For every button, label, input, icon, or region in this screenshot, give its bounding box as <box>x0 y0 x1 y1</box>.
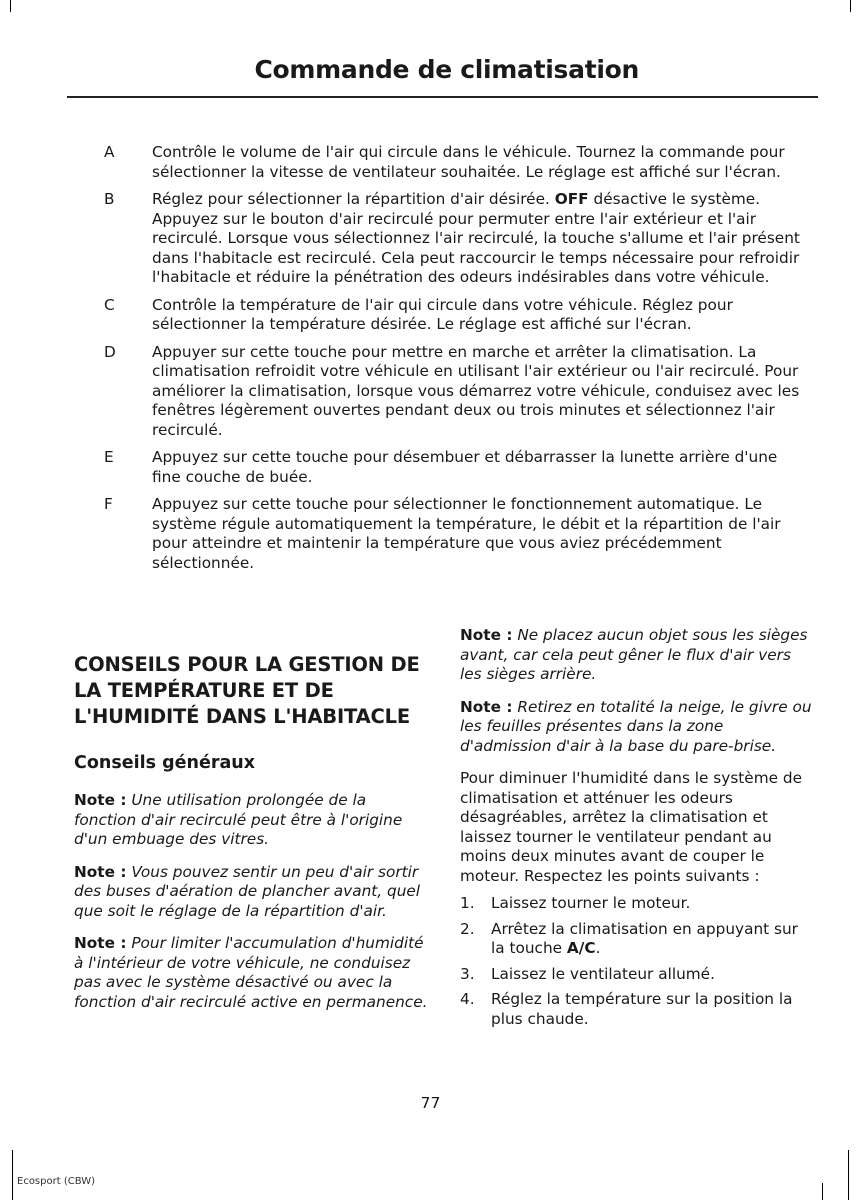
page-number: 77 <box>420 1094 441 1112</box>
list-text-part: . <box>595 939 601 957</box>
note-label: Note : <box>460 626 513 644</box>
legend-text-part: Réglez pour sélectionner la répartition d'air désirée. <box>152 190 555 208</box>
note-text: Vous pouvez sentir un peu d'air sortir des buses d'aération de plancher avant, quel que soit le réglage de la répartition d'air. <box>74 862 421 920</box>
legend-item-e <box>104 448 810 487</box>
note-label: Note : <box>74 862 127 881</box>
crop-mark-right-bottom-2 <box>822 1183 823 1200</box>
legend-letter: F <box>104 495 113 513</box>
subheading: Conseils généraux <box>74 753 256 773</box>
footer-model: Ecosport (CBW) <box>17 1176 95 1187</box>
list-number: 2. <box>460 919 475 938</box>
legend-text: Contrôle la température de l'air qui circule dans votre véhicule. Réglez pour sélectionner la température désirée. Le réglage est affiché sur l'écran. <box>152 295 733 333</box>
crop-mark-right-bottom <box>848 1150 849 1200</box>
note-label: Note : <box>74 934 127 952</box>
note-text: Pour limiter l'accumulation d'humidité à l'intérieur de votre véhicule, ne conduisez pas avec le système désactivé ou avec la fonction d'air recirculé active en permanence. <box>74 934 428 1011</box>
note <box>460 698 816 757</box>
legend-text: Appuyez sur cette touche pour sélectionner le fonctionnement automatique. Le système régule automatiquement la température, le débit et la répartition de l'air pour atteindre et maintenir la température que vous aviez précédemment sélectionnée. <box>152 495 781 572</box>
list-text: Réglez la température sur la position la plus chaude. <box>491 990 793 1028</box>
note <box>74 863 428 922</box>
legend-text: Appuyez sur cette touche pour désembuer et débarrasser la lunette arrière d'une fine couche de buée. <box>152 448 778 486</box>
list-item <box>460 920 816 959</box>
list-text-part: Arrêtez la climatisation en appuyant sur la touche <box>491 919 798 957</box>
crop-mark-top-left <box>10 0 11 12</box>
list-number: 1. <box>460 894 475 912</box>
off-keyword: OFF <box>554 190 589 208</box>
legend-letter: E <box>104 448 114 466</box>
list-item <box>460 965 816 985</box>
legend-text <box>152 190 810 288</box>
left-column <box>74 652 428 1025</box>
legend-letter: C <box>104 295 115 314</box>
note-text: Ne placez aucun objet sous les sièges avant, car cela peut gêner le flux d'air vers les sièges arrière. <box>460 626 808 683</box>
legend-item-d <box>104 343 810 441</box>
right-column <box>460 626 816 1035</box>
paragraph: Pour diminuer l'humidité dans le système de climatisation et atténuer les odeurs désagréables, arrêtez la climatisation et laissez tourner le ventilateur pendant au moins deux minutes avant de couper le moteur. Respectez les points suivants : <box>460 769 803 885</box>
legend-letter: B <box>104 190 115 208</box>
note <box>460 626 816 685</box>
note-text: Retirez en totalité la neige, le givre ou les feuilles présentes dans la zone d'admission d'air à la base du pare-brise. <box>460 697 812 755</box>
crop-mark-top-right <box>850 0 851 12</box>
legend-item-a <box>104 143 810 182</box>
note-text: Une utilisation prolongée de la fonction d'air recirculé peut être à l'origine d'un embuage des vitres. <box>74 791 403 848</box>
list-text: Laissez le ventilateur allumé. <box>491 964 715 983</box>
list-item <box>460 990 816 1029</box>
legend-text: Appuyer sur cette touche pour mettre en marche et arrêter la climatisation. La climatisation refroidit votre véhicule en utilisant l'air extérieur ou l'air recirculé. Pour améliorer la climatisation, lorsque vous démarrez votre véhicule, conduisez avec les fenêtres légèrement ouvertes pendant deux ou trois minutes et sélectionnez l'air recirculé. <box>152 342 800 439</box>
legend-item-f <box>104 495 810 573</box>
note <box>74 791 428 850</box>
legend-letter: D <box>104 342 116 361</box>
note <box>74 934 428 1012</box>
note-label: Note : <box>74 791 127 809</box>
legend-item-b <box>104 190 810 288</box>
legend-text-part: désactive le système. Appuyez sur le bouton d'air recirculé pour permuter entre l'air extérieur et l'air recirculé. Lorsque vous sélectionnez l'air recirculé, la touche s'allume et l'air présent dans l'habitacle est recirculé. Cela peut raccourcir le temps nécessaire pour refroidir l'habitacle et réduire la pénétration des odeurs indésirables dans votre véhicule. <box>152 190 800 286</box>
page-title: Commande de climatisation <box>254 55 639 84</box>
note-label: Note : <box>460 697 513 716</box>
legend-text: Contrôle le volume de l'air qui circule dans le véhicule. Tournez la commande pour sélectionner la vitesse de ventilateur souhaitée. Le réglage est affiché sur l'écran. <box>152 143 785 181</box>
list-number: 4. <box>460 990 475 1008</box>
legend-item-c <box>104 296 810 335</box>
list-item <box>460 894 816 914</box>
list-text <box>491 920 816 959</box>
ac-keyword: A/C <box>566 939 596 957</box>
list-number: 3. <box>460 964 475 983</box>
title-divider <box>67 96 818 98</box>
section-heading: CONSEILS POUR LA GESTION DE LA TEMPÉRATURE ET DE L'HUMIDITÉ DANS L'HABITACLE <box>74 653 420 728</box>
legend-letter: A <box>104 143 115 161</box>
list-text: Laissez tourner le moteur. <box>491 894 691 912</box>
crop-mark-left-bottom <box>12 1150 13 1200</box>
control-legend-list <box>104 143 810 581</box>
